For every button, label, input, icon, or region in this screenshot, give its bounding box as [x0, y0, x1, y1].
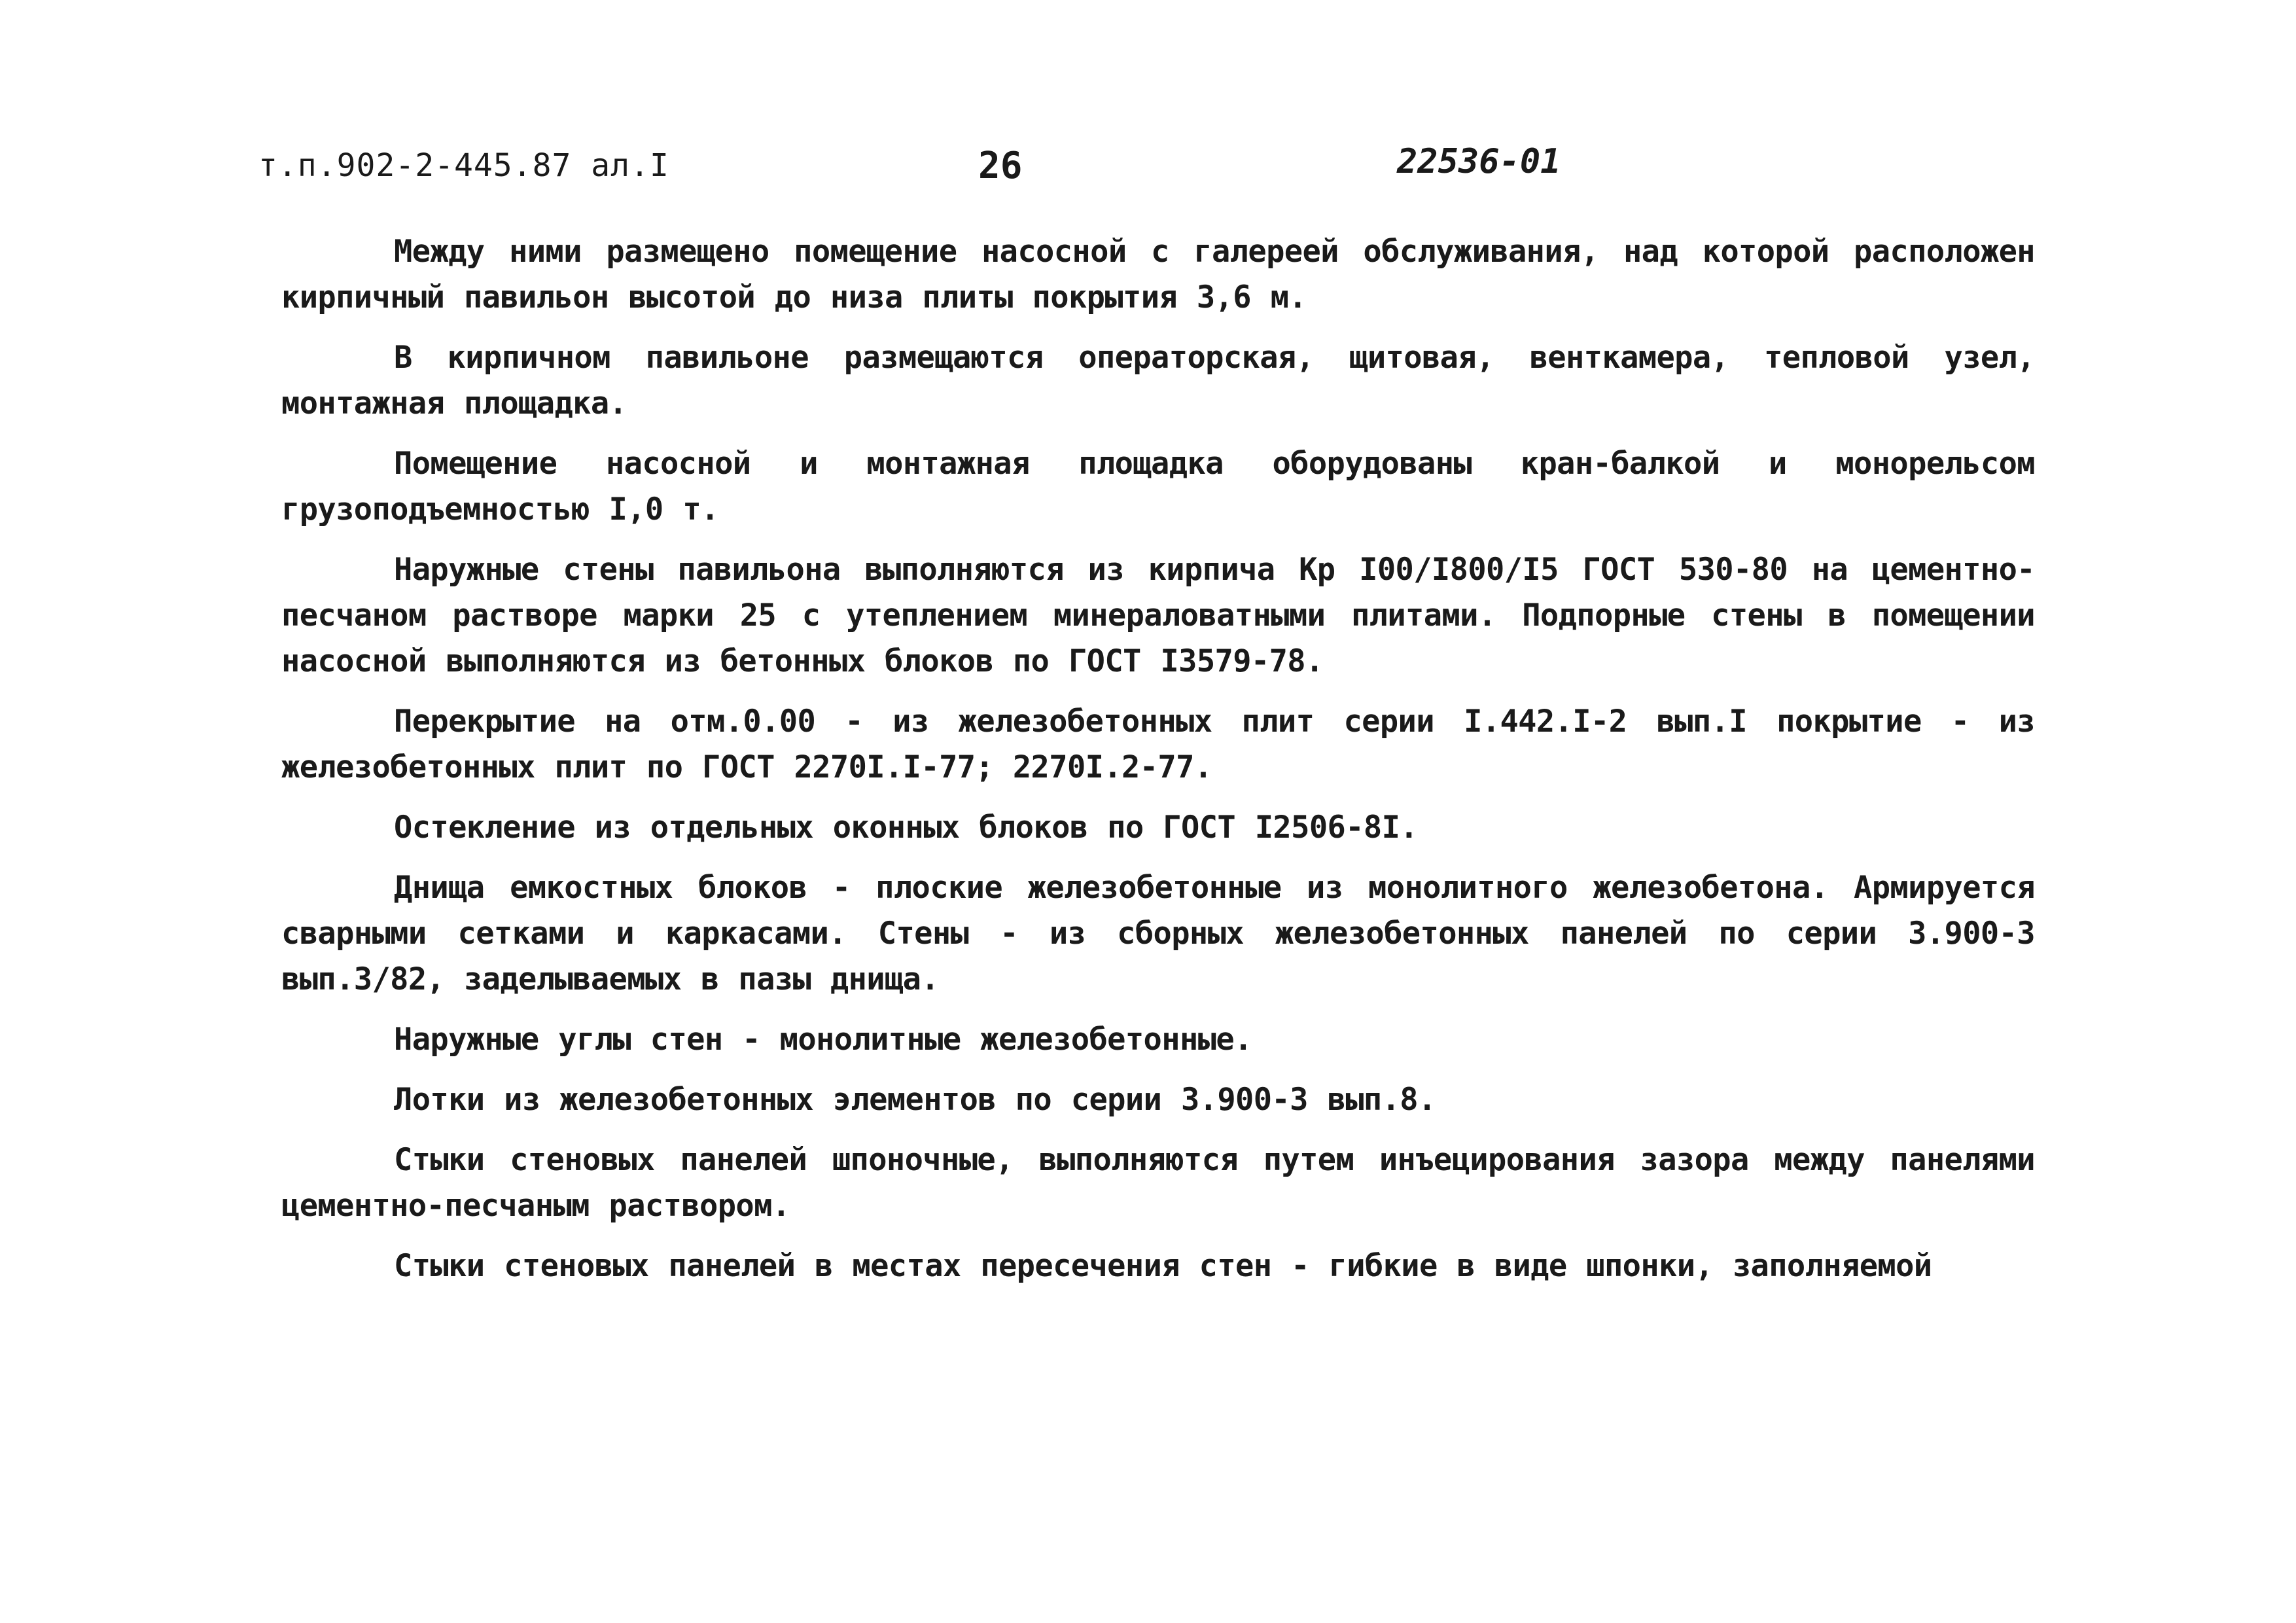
body-text — [281, 229, 2035, 1304]
paragraph: Стыки стеновых панелей в местах пересечения стен - гибкие в виде шпонки, заполняемой — [394, 1248, 1932, 1284]
paragraph: Между ними размещено помещение насосной с галереей обслуживания, над которой расположен кирпичный павильон высотой до низа плиты покрытия 3,6 м. — [281, 234, 2035, 315]
paragraph: Остекление из отдельных оконных блоков по ГОСТ I2506-8I. — [394, 810, 1418, 846]
paragraph: Лотки из железобетонных элементов по серии 3.900-3 вып.8. — [394, 1082, 1436, 1118]
paragraph: Наружные углы стен - монолитные железобетонные. — [394, 1022, 1252, 1058]
paragraph: Наружные стены павильона выполняются из кирпича Кр I00/I800/I5 ГОСТ 530-80 на цементно-песчаном растворе марки 25 с утеплением минераловатными плитами. Подпорные стены в помещении насосной выполняются из бетонных блоков по ГОСТ I3579-78. — [281, 552, 2035, 679]
page-header — [258, 142, 2025, 206]
paragraph: Помещение насосной и монтажная площадка оборудованы кран-балкой и монорельсом грузоподъемностью I,0 т. — [281, 446, 2035, 527]
document-code: 22536-01 — [1397, 142, 1561, 181]
document-reference: т.п.902-2-445.87 ал.I — [258, 147, 669, 184]
page-number: 26 — [978, 145, 1023, 187]
paragraph: Днища емкостных блоков - плоские железобетонные из монолитного железобетона. Армируется сварными сетками и каркасами. Стены - из сборных железобетонных панелей по серии 3.900-3 вып.3/82, заделываемых в пазы днища. — [281, 870, 2035, 997]
paragraph: В кирпичном павильоне размещаются операторская, щитовая, венткамера, тепловой узел, монтажная площадка. — [281, 340, 2035, 421]
paragraph: Перекрытие на отм.0.00 - из железобетонных плит серии I.442.I-2 вып.I покрытие - из железобетонных плит по ГОСТ 2270I.I-77; 2270I.2-77. — [281, 704, 2035, 785]
paragraph: Стыки стеновых панелей шпоночные, выполняются путем инъецирования зазора между панелями цементно-песчаным раствором. — [281, 1142, 2035, 1224]
